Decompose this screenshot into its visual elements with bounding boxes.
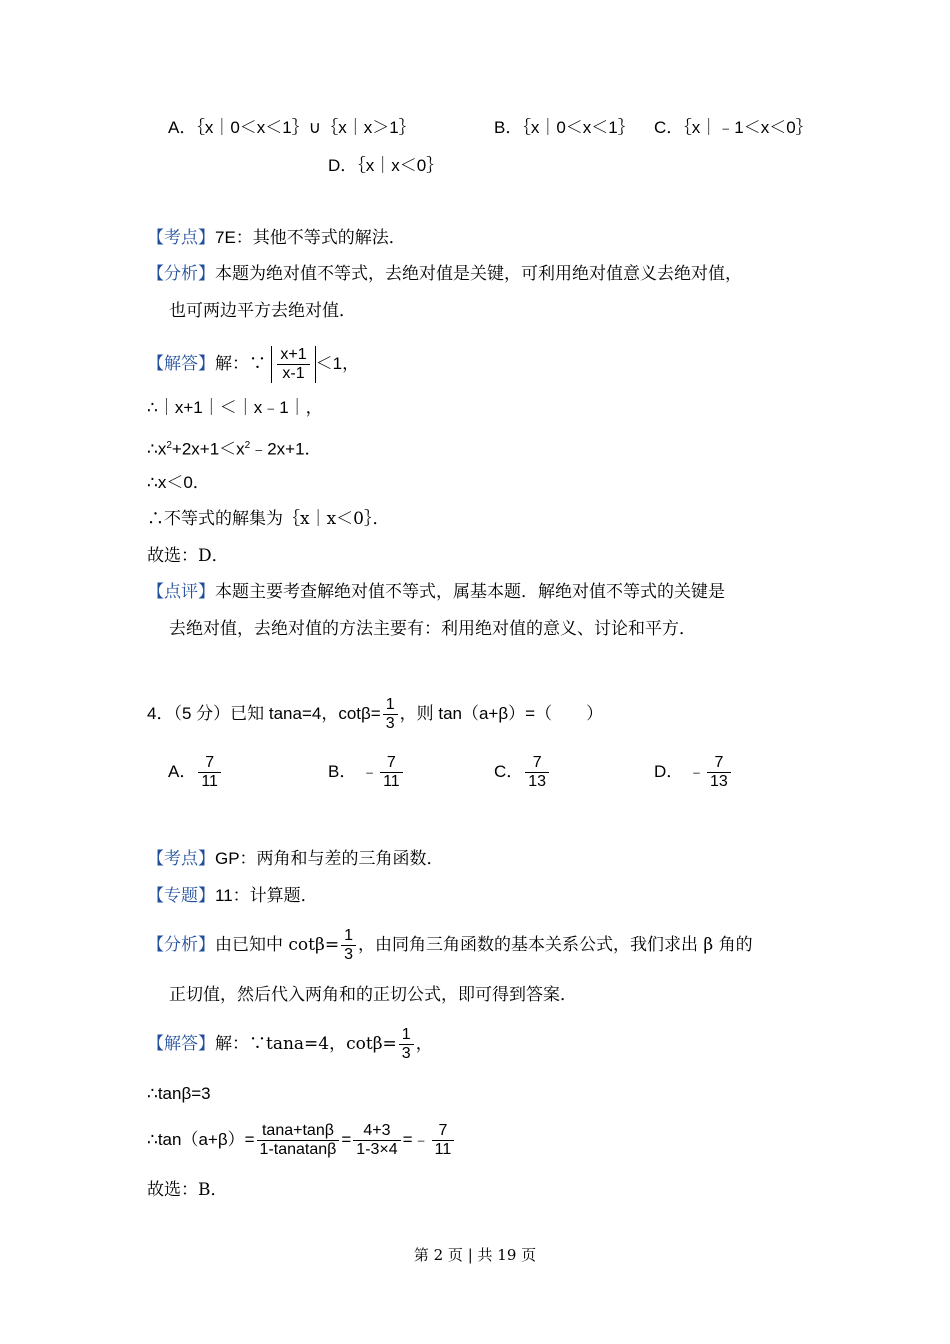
q4-fenxi-prefix: 由已知中 cotβ=	[215, 935, 340, 955]
q4-f2-den: 1-3×4	[356, 1141, 398, 1159]
q4-stem-prefix: 4．（5 分）已知 tana=4，cotβ=	[147, 704, 381, 723]
q4-option-d	[654, 752, 733, 792]
q4-f2-num: 4+3	[353, 1122, 400, 1141]
q4-f3-den: 11	[434, 1141, 452, 1159]
q4-option-c	[494, 752, 551, 792]
q3-answer: 故选：D．	[147, 546, 229, 566]
q4-eq: =	[341, 1130, 352, 1149]
q4-option-d-label: D．	[654, 762, 684, 781]
q4-step-2	[147, 1118, 456, 1162]
q3-option-b: B．｛x｜0＜x＜1｝	[494, 118, 635, 137]
q4-jieda-prefix: 解：∵tana=4，cotβ=	[215, 1034, 397, 1054]
fenxi-text-1: 本题为绝对值不等式，去绝对值是关键，可利用绝对值意义去绝对值，	[215, 264, 742, 284]
q3-dianping-line-2: 去绝对值，去绝对值的方法主要有：利用绝对值的意义、讨论和平方．	[169, 619, 696, 639]
step-2-a: ∴x	[147, 439, 167, 459]
step-2-c: ﹣2x+1．	[250, 439, 322, 459]
q4-jieda	[147, 1024, 433, 1064]
q4-fenxi-line-2: 正切值，然后代入两角和的正切公式，即可得到答案．	[169, 985, 577, 1005]
q4-fenxi-frac-num: 1	[341, 927, 356, 946]
q3-fenxi	[147, 262, 742, 286]
q4-stem-frac-num: 1	[383, 696, 398, 715]
jieda-suffix: ＜1，	[315, 354, 360, 373]
q4-fenxi-suffix: ，由同角三角函数的基本关系公式，我们求出 β 角的	[357, 935, 753, 955]
q4-option-c-label: C．	[494, 762, 524, 781]
q3-step-2	[147, 434, 322, 462]
q4-zhuanti-text: 11：计算题．	[215, 886, 318, 905]
sup-2a: 2	[166, 440, 172, 451]
q3-option-a: A．｛x｜0＜x＜1｝∪｛x｜x＞1｝	[168, 118, 416, 137]
q3-kaodian	[147, 226, 406, 250]
q4-zhuanti-tag: 【专题】	[147, 886, 215, 906]
fenxi-tag: 【分析】	[147, 264, 215, 284]
abs-frac-num: x+1	[277, 346, 309, 365]
q3-option-d: D．｛x｜x＜0｝	[328, 156, 444, 175]
q4-fenxi	[147, 925, 753, 965]
q4-stem-suffix: ，则 tan（a+β）=（ ）	[399, 704, 604, 723]
q4-answer: 故选：B．	[147, 1180, 228, 1200]
kaodian-tag: 【考点】	[147, 228, 215, 248]
q4-kaodian-text: GP：两角和与差的三角函数．	[215, 849, 444, 868]
q4-fenxi-frac-den: 3	[344, 946, 353, 963]
q4-option-b-num: 7	[380, 754, 403, 773]
step-2-b: +2x+1＜x	[171, 439, 245, 459]
q3-fenxi-line-2: 也可两边平方去绝对值．	[169, 301, 356, 321]
q4-option-a	[168, 752, 223, 792]
q4-jieda-frac-den: 3	[401, 1045, 411, 1062]
q4-kaodian	[147, 847, 444, 871]
jieda-tag: 【解答】	[147, 354, 215, 374]
q4-step-1: ∴tanβ=3	[147, 1084, 211, 1103]
abs-frac-den: x-1	[282, 365, 305, 382]
q4-option-b-den: 11	[383, 773, 400, 791]
q3-step-4: ∴不等式的解集为｛x｜x＜0｝．	[147, 509, 390, 529]
q4-option-a-label: A．	[168, 762, 197, 781]
q4-f1-den: 1-tanatanβ	[259, 1141, 337, 1159]
q4-option-d-sign: ﹣	[688, 762, 706, 781]
q4-option-b	[328, 752, 405, 792]
q4-option-d-num: 7	[707, 754, 731, 773]
q3-dianping	[147, 580, 725, 604]
q3-step-3: ∴x＜0．	[147, 473, 210, 492]
q4-kaodian-tag: 【考点】	[147, 849, 215, 869]
q4-option-a-num: 7	[198, 754, 221, 773]
q4-zhuanti	[147, 884, 318, 908]
dianping-text-1: 本题主要考查解绝对值不等式，属基本题．解绝对值不等式的关键是	[215, 582, 725, 602]
page-footer: 第 2 页 | 共 19 页	[413, 1246, 537, 1264]
dianping-tag: 【点评】	[147, 582, 215, 602]
q4-stem	[147, 694, 603, 734]
q4-jieda-tag: 【解答】	[147, 1034, 215, 1054]
q4-jieda-frac-num: 1	[399, 1026, 414, 1045]
kaodian-text: 7E：其他不等式的解法．	[215, 228, 406, 247]
q4-f1-num: tana+tanβ	[257, 1122, 340, 1141]
abs-fraction	[271, 346, 315, 383]
q4-eq-neg: =﹣	[402, 1130, 430, 1149]
q3-jieda	[147, 346, 359, 383]
q3-step-1: ∴｜x+1｜＜｜x﹣1｜，	[147, 398, 323, 417]
jieda-prefix: 解：∵	[215, 354, 266, 374]
q4-option-c-den: 13	[528, 773, 547, 791]
sup-2b: 2	[244, 440, 251, 451]
q4-fenxi-tag: 【分析】	[147, 935, 215, 955]
q4-f3-num: 7	[432, 1122, 455, 1141]
q4-option-d-den: 13	[710, 773, 728, 791]
q3-option-c: C．｛x｜﹣1＜x＜0｝	[654, 118, 813, 137]
q4-option-b-sign: ﹣	[361, 762, 379, 781]
q4-option-c-num: 7	[525, 754, 549, 773]
q4-stem-frac-den: 3	[385, 715, 395, 732]
q4-step-2-prefix: ∴tan（a+β）=	[147, 1130, 255, 1149]
q4-option-a-den: 11	[201, 773, 218, 791]
q4-option-b-label: B．	[328, 762, 357, 781]
q4-jieda-suffix: ，	[415, 1034, 433, 1054]
